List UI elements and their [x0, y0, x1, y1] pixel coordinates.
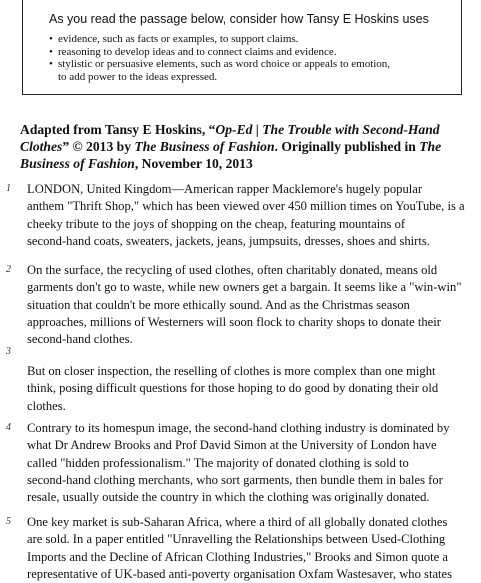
bullet-text: reasoning to develop ideas and to connect claims and evidence. — [58, 45, 337, 58]
instruction-bullet-item — [49, 33, 461, 46]
source-middle-2: . Originally published in — [274, 139, 420, 154]
paragraph-line: second-hand clothes. — [27, 332, 133, 347]
paragraph-number: 4 — [6, 422, 11, 433]
paragraph-line: called "hidden professionalism." The majority of donated clothing is sold to — [27, 455, 409, 470]
paragraph-line: resale, usually outside the country in which the clothing was originally donated. — [27, 490, 430, 505]
paragraph-text — [27, 181, 477, 250]
paragraph-line: anthem "Thrift Shop," which has been viewed over 450 million times on YouTube, is a — [27, 199, 465, 214]
publication-name-2: The Business of Fashion — [20, 139, 442, 171]
source-middle: ” © 2013 by — [62, 139, 135, 154]
article-title: Op-Ed | The Trouble with Second-Hand Clothes — [20, 122, 440, 154]
paragraph-number: 3 — [6, 346, 11, 357]
source-citation — [20, 121, 460, 172]
paragraph-line: Contrary to its homespun image, the second-hand clothing industry is dominated by — [27, 421, 450, 435]
bullet-text-continued: to add power to the ideas expressed. — [58, 70, 218, 83]
instruction-bullet-list — [49, 33, 461, 83]
paragraph-number: 1 — [6, 183, 11, 194]
instruction-bullet-item — [49, 46, 461, 59]
instruction-box — [22, 0, 462, 95]
paragraph-line: approaches, millions of Westerners will soon flock to charity shops to donate their — [27, 314, 441, 329]
bullet-icon: • — [49, 33, 53, 45]
paragraph-line: But on closer inspection, the reselling of clothes is more complex than one might — [27, 364, 436, 378]
bullet-icon: • — [49, 45, 53, 58]
source-suffix: , November 10, 2013 — [134, 156, 253, 171]
paragraph-line: clothes. — [27, 398, 66, 413]
paragraph-line: cheeky tribute to the joys of shopping on the cheap, featuring mountains of — [27, 216, 406, 231]
source-prefix: Adapted from Tansy E Hoskins, “ — [20, 122, 216, 137]
bullet-icon: • — [49, 58, 53, 70]
paragraph-text — [27, 363, 477, 415]
instruction-bullet-item — [49, 58, 461, 83]
paragraph-text — [27, 514, 477, 583]
paragraph-line: LONDON, United Kingdom—American rapper Macklemore's hugely popular — [27, 182, 423, 196]
paragraph-number: 5 — [6, 516, 11, 527]
paragraph-number: 2 — [6, 264, 11, 275]
paragraph-line: situation that couldn't be more ethically sound. And as the Christmas season — [27, 297, 410, 312]
paragraph-line: Imports and the Decline of African Clothing Industries," Brooks and Simon quote a — [27, 549, 449, 564]
paragraph-line: are sold. In a paper entitled "Unravelling the Relationships between Used-Clothing — [27, 532, 446, 547]
paragraph-text — [27, 262, 477, 348]
paragraph-line: representative of UK-based anti-poverty organisation Oxfam Wastesaver, who states — [27, 566, 453, 581]
bullet-text: stylistic or persuasive elements, such as word choice or appeals to emotion, — [58, 58, 391, 70]
paragraph-line: On the surface, the recycling of used clothes, often charitably donated, means old — [27, 263, 438, 277]
paragraph-line: think, posing difficult questions for those hoping to do good by donating their old — [27, 381, 439, 396]
paragraph-line: second-hand clothing merchants, who sort garments, then bundle them in bales for — [27, 472, 443, 487]
paragraph-line: garments don't go to waste, while new owners get a bargain. It seems like a "win-win" — [27, 280, 462, 295]
paragraph-text — [27, 420, 477, 506]
paragraph-line: what Dr Andrew Brooks and Prof David Simon at the University of London have — [27, 438, 437, 453]
bullet-text: evidence, such as facts or examples, to support claims. — [58, 33, 299, 45]
paragraph-line: One key market is sub-Saharan Africa, where a third of all globally donated clothes — [27, 515, 448, 529]
publication-name: The Business of Fashion — [134, 139, 275, 154]
paragraph-line: second-hand coats, sweaters, jackets, jeans, jumpsuits, dresses, shoes and shirts. — [27, 233, 430, 248]
instruction-intro: As you read the passage below, consider how Tansy E Hoskins uses — [49, 12, 429, 26]
